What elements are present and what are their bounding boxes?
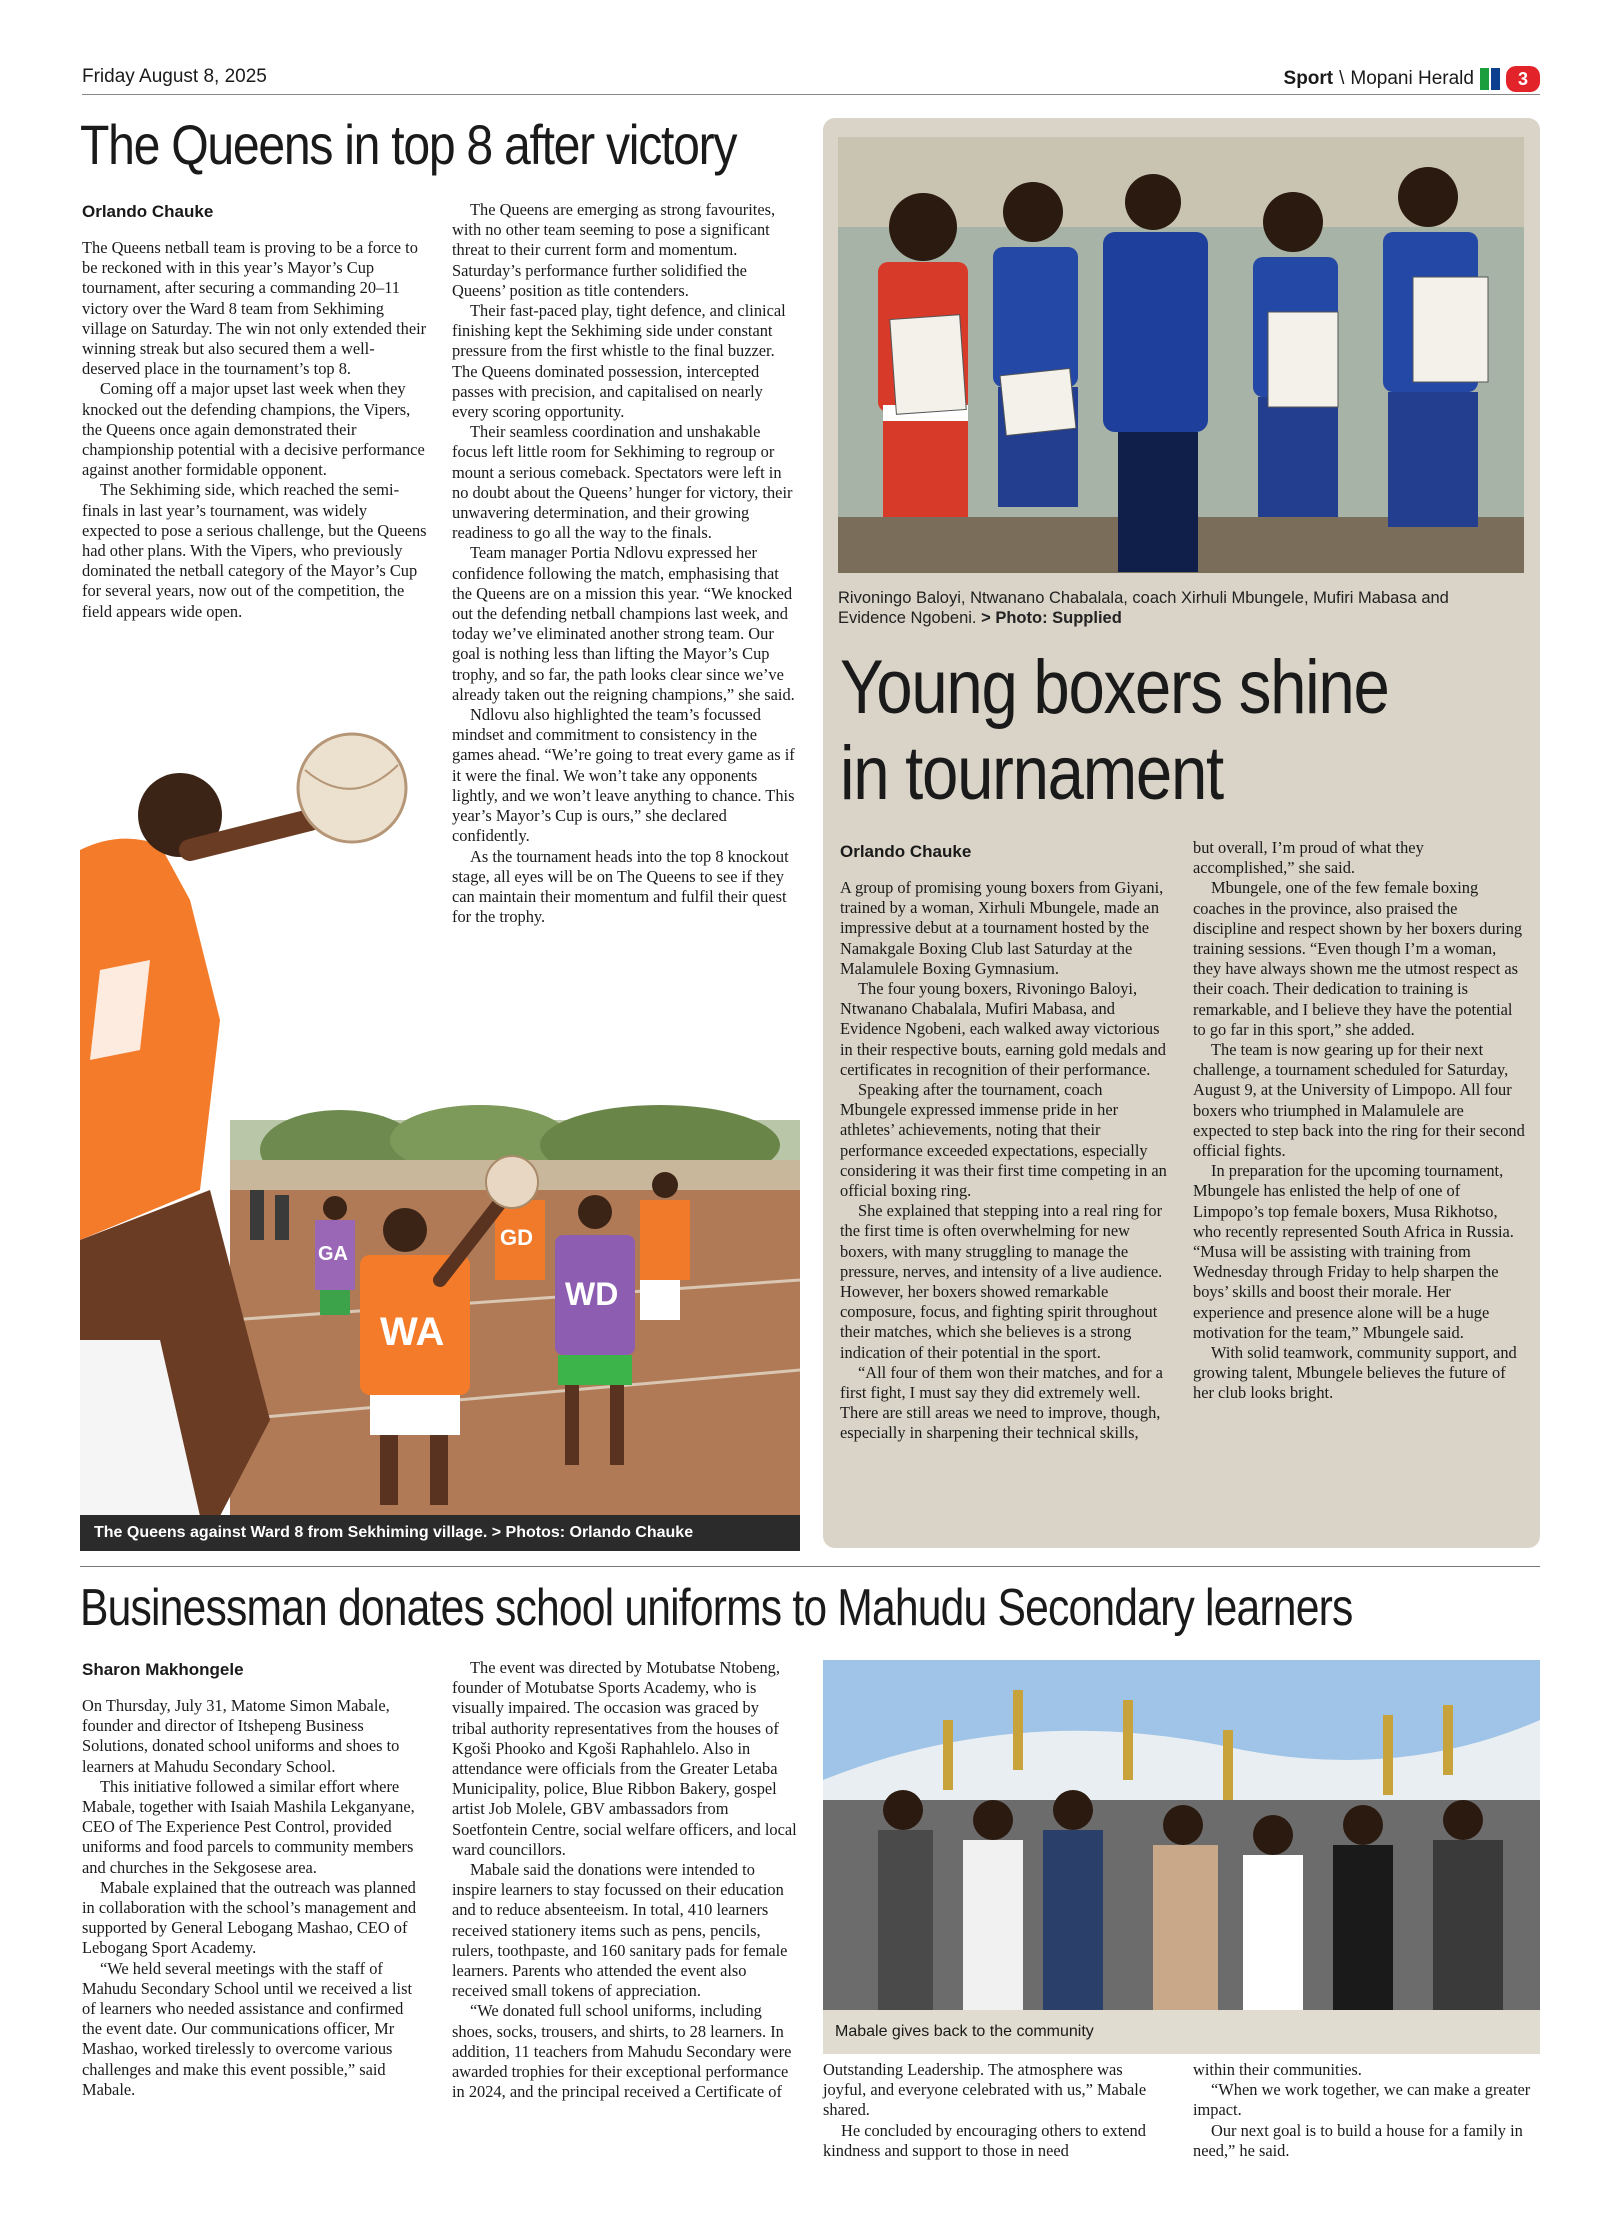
netball-ball: [486, 1156, 538, 1208]
business-column-3: [823, 2060, 1168, 2161]
bib-ga: GA: [318, 1243, 348, 1265]
paragraph: The Queens netball team is proving to be a force to be reckoned with in this year’s Mayor’s Cup tournament, after securing a commanding 20–11 victory over the Ward 8 team from Sekhiming village on Saturday. The win not only extended their winning streak but also secured them a well-deserved place in the tournament’s top 8.: [82, 238, 427, 379]
paragraph: In preparation for the upcoming tournament, Mbungele has enlisted the help of one of Limpopo’s top female boxers, Musa Rikhotso, who recently represented South Africa in Russia. “Musa will be assisting with training from Wednesday through Friday to help sharpen the boys’ skills and boost their morale. Her experience and presence alone will be a huge motivation for the team,” Mbungele said.: [1193, 1161, 1514, 1342]
paragraph: Their seamless coordination and unshakable focus left little room for Sekhiming to regroup or mount a serious comeback. Spectators were left in no doubt about the Queens’ hunger for victory, their unwavering determination, and their growing readiness to go all the way to the finals.: [452, 422, 793, 543]
business-headline: Businessman donates school uniforms to Mahudu Secondary learners: [80, 1579, 1353, 1637]
bib-gd: GD: [500, 1225, 533, 1250]
trophy-celebration-photo: [823, 1660, 1540, 2010]
business-column-1: [82, 1696, 427, 2100]
header-rule: [82, 94, 1540, 95]
business-column-4: [1193, 2060, 1538, 2161]
netball-match-photo: [80, 720, 800, 1516]
photo-credit: > Photo: Supplied: [981, 609, 1122, 627]
paragraph: This initiative followed a similar effort where Mabale, together with Isaiah Mashila Lekganyane, CEO of The Experience Pest Control, provided uniforms and food parcels to community members and churches in the Sekgosese area.: [82, 1776, 415, 1877]
paragraph: “We donated full school uniforms, including shoes, socks, trousers, and shirts, to 28 learners. In addition, 11 teachers from Mahudu Secondary were awarded trophies for their exceptional performance in 2024, and the principal received a Certificate of: [452, 2001, 792, 2102]
paragraph: Ndlovu also highlighted the team’s focussed mindset and commitment to consistency in the games ahead. “We’re going to treat every game as if it were the final. We won’t take any opponents lightly, and we won’t leave anything to chance. This year’s Mayor’s Cup is ours,” she declared confidently.: [452, 705, 795, 846]
paragraph: On Thursday, July 31, Matome Simon Mabale, founder and director of Itshepeng Business Solutions, donated school uniforms and shoes to learners at Mahudu Secondary School.: [82, 1696, 400, 1776]
paragraph: Mbungele, one of the few female boxing coaches in the province, also praised the discipline and respect shown by her boxers during training sessions. “Even though I’m a woman, they have always shown me the utmost respect as their coach. Their dedication to training is remarkable, and I believe they have the potential to go far in this sport,” she added.: [1193, 878, 1523, 1039]
page-header-right: [1284, 66, 1540, 92]
business-column-2: [452, 1658, 797, 2102]
paragraph: “We held several meetings with the staff of Mahudu Secondary School until we received a list of learners who needed assistance and confirmed the event date. Our communications officer, Mr Mashao, worked tirelessly to overcome various challenges and make this event possible,” said Mabale.: [82, 1958, 413, 2099]
paragraph: The event was directed by Motubatse Ntobeng, founder of Motubatse Sports Academy, who is visually impaired. The occasion was graced by tribal authority representatives from the houses of Kgoši Phooko and Kgoši Raphahlelo. Also in attendance were officials from the Greater Letaba Municipality, police, Blue Ribbon Bakery, gospel artist Job Molele, GBV ambassadors from Soetfontein Centre, social welfare officers, and local ward councillors.: [452, 1658, 797, 1859]
boxers-group-photo: [838, 137, 1524, 573]
paragraph: As the tournament heads into the top 8 knockout stage, all eyes will be on The Queens to see if they can maintain their momentum and fulfil their quest for the trophy.: [452, 846, 789, 927]
paragraph: Mabale said the donations were intended to inspire learners to stay focussed on their education and to reduce absenteeism. In total, 410 learners received stationery items such as pens, pencils, rulers, toothpaste, and 160 sanitary pads for female learners. Parents who attended the event also received small tokens of appreciation.: [452, 1860, 788, 2001]
paragraph: With solid teamwork, community support, and growing talent, Mbungele believes the future of her club looks bright.: [1193, 1343, 1517, 1403]
boxers-column-1: [840, 878, 1170, 1444]
business-byline: Sharon Makhongele: [82, 1660, 244, 1679]
trophy-photo-caption: Mabale gives back to the community: [823, 2010, 1540, 2054]
netball-photo-caption: The Queens against Ward 8 from Sekhiming village. > Photos: Orlando Chauke: [80, 1515, 800, 1551]
header-separator: \: [1339, 68, 1345, 89]
paragraph: within their communities.: [1193, 2060, 1362, 2079]
paragraph: The four young boxers, Rivoningo Baloyi, Ntwanano Chabalala, Mufiri Mabasa, and Evidence Ngobeni, each walked away victorious in their respective bouts, earning gold medals and certificates in recognition of their performance.: [840, 979, 1166, 1079]
paragraph: The Sekhiming side, which reached the semi-finals in last year’s tournament, was widely expected to pose a serious challenge, but the Queens had other plans. With the Vipers, who previously dominated the netball category of the Mayor’s Cup for several years, now out of the competition, the field appears wide open.: [82, 480, 427, 621]
bib-wa: WA: [380, 1310, 445, 1354]
section-name: Sport: [1283, 68, 1334, 89]
queens-byline: Orlando Chauke: [82, 202, 214, 221]
paragraph: He concluded by encouraging others to extend kindness and support to those in need: [823, 2120, 1146, 2160]
paragraph: The Queens are emerging as strong favourites, with no other team seeming to pose a significant threat to their current form and momentum. Saturday’s performance further solidified the Queens’ position as title contenders.: [452, 200, 776, 300]
paragraph: She explained that stepping into a real ring for the first time is often overwhelming for new boxers, with many struggling to manage the pressure, nerves, and intensity of a live audience. However, her boxers showed remarkable composure, focus, and fighting spirit throughout their matches, which she believes is a strong indication of their potential in the sport.: [840, 1201, 1163, 1362]
paragraph: “When we work together, we can make a greater impact.: [1193, 2080, 1531, 2120]
paragraph: Outstanding Leadership. The atmosphere was joyful, and everyone celebrated with us,” Mabale shared.: [823, 2060, 1147, 2120]
boxers-photo-caption: [838, 588, 1518, 628]
paragraph: Coming off a major upset last week when they knocked out the defending champions, the Vipers, the Queens once again demonstrated their championship potential with a decisive performance against another formidable opponent.: [82, 379, 425, 480]
queens-headline: The Queens in top 8 after victory: [80, 113, 737, 176]
section-divider: [80, 1566, 1540, 1567]
paragraph: Team manager Portia Ndlovu expressed her confidence following the match, emphasising that the Queens are on a mission this year. “We knocked out the defending netball champions last week, and today we’ve eliminated another strong team. Our goal is nothing less than lifting the Mayor’s Cup trophy, and so far, the path looks clear since we’ve already taken out the reigning champions,” she said.: [452, 543, 795, 704]
flag-stripe-green: [1480, 68, 1489, 90]
queens-column-1: [82, 238, 427, 622]
page-number-badge: 3: [1506, 66, 1540, 92]
caption-text: Rivoningo Baloyi, Ntwanano Chabalala, coach Xirhuli Mbungele, Mufiri Mabasa and Evidence Ngobeni.: [838, 589, 1449, 627]
paragraph: Speaking after the tournament, coach Mbungele expressed immense pride in her athletes’ achievements, noting that their performance exceeded expectations, especially considering it was their first time competing in an official boxing ring.: [840, 1080, 1167, 1201]
boxers-headline: Young boxers shine in tournament: [840, 645, 1389, 816]
publication-name: Mopani Herald: [1350, 68, 1474, 89]
paragraph: Mabale explained that the outreach was planned in collaboration with the school’s management and supported by General Lebogang Mashao, CEO of Lebogang Sport Academy.: [82, 1877, 417, 1958]
paragraph: but overall, I’m proud of what they accomplished,” she said.: [1193, 838, 1424, 878]
paragraph: Our next goal is to build a house for a family in need,” he said.: [1193, 2120, 1523, 2160]
paragraph: “All four of them won their matches, and for a first fight, I must say they did extremely well. There are still areas we need to improve, though, especially in sharpening their technical skills,: [840, 1362, 1163, 1443]
paragraph: The team is now gearing up for their next challenge, a tournament scheduled for Saturday, August 9, at the University of Limpopo. All four boxers who triumphed in Malamulele are expected to step back into the ring for their second official fights.: [1193, 1040, 1525, 1161]
issue-date: Friday August 8, 2025: [82, 66, 267, 87]
paragraph: Their fast-paced play, tight defence, and clinical finishing kept the Sekhiming side under constant pressure from the first whistle to the final buzzer. The Queens dominated possession, intercepted passes with precision, and capitalised on nearly every scoring opportunity.: [452, 301, 786, 422]
bib-wd: WD: [565, 1276, 619, 1312]
paragraph: A group of promising young boxers from Giyani, trained by a woman, Xirhuli Mbungele, made an impressive debut at a tournament hosted by the Namakgale Boxing Club last Saturday at the Malamulele Boxing Gymnasium.: [840, 878, 1164, 978]
boxers-column-2: [1193, 838, 1525, 1404]
boxers-byline: Orlando Chauke: [840, 842, 972, 861]
flag-stripe-blue: [1491, 68, 1500, 90]
